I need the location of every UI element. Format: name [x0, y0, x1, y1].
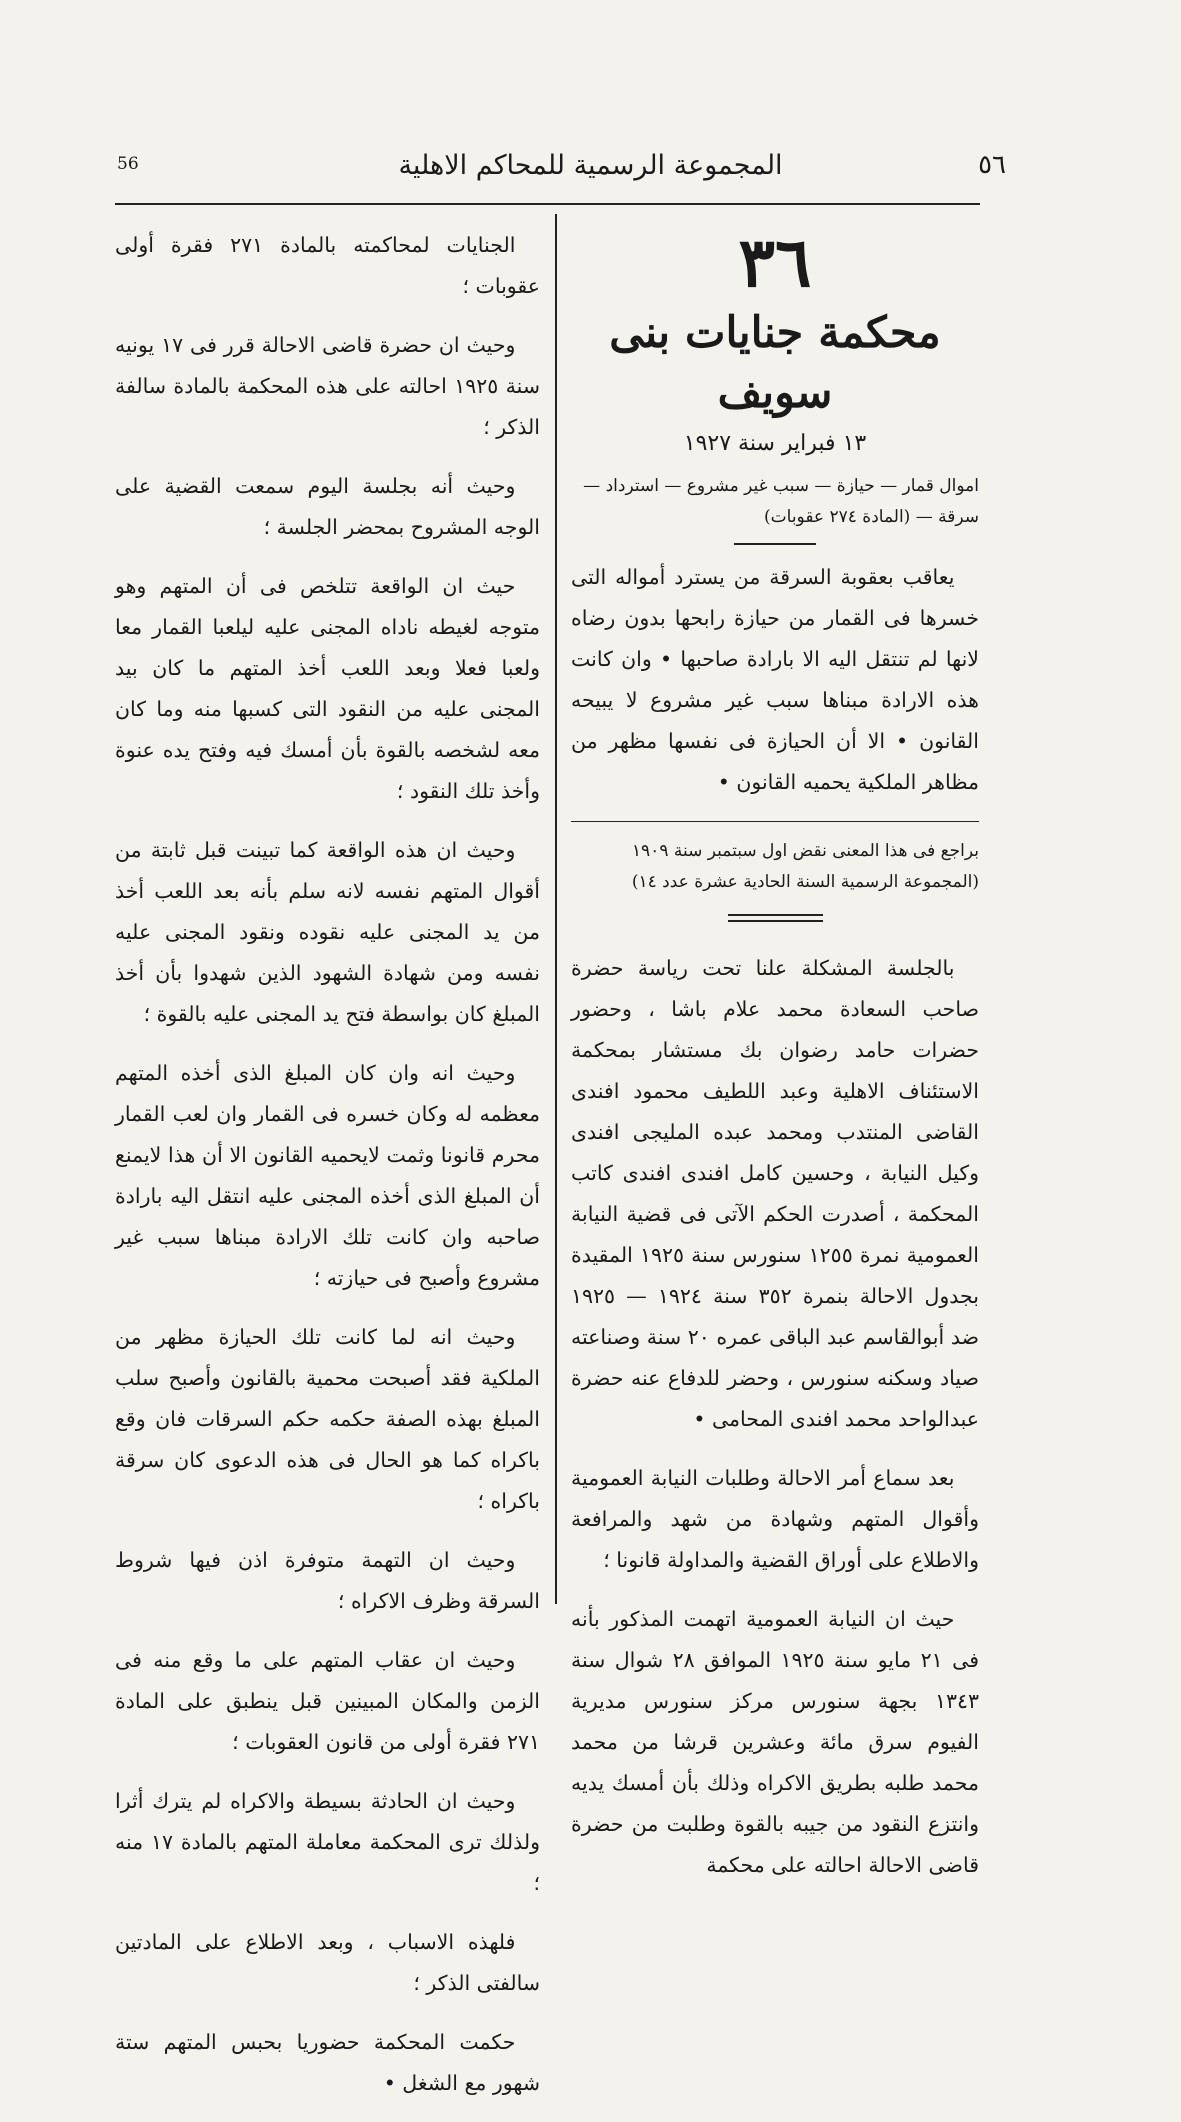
paragraph: وحيث انه وان كان المبلغ الذى أخذه المتهم معظمه له وكان خسره فى القمار وان لعب القمار محرم قانونا وثمت لايحميه القانون الا أن هذا لايمنع أن المبلغ الذى أخذه المجنى عليه انتقل اليه بارادة صاحبه وان كانت تلك الارادة مبناها سبب غير مشروع وأصبح فى حيازته ؛: [115, 1061, 540, 1290]
keywords: اموال قمار — حيازة — سبب غير مشروع — استرداد — سرقة — (المادة ٢٧٤ عقوبات): [583, 476, 979, 527]
paragraph: وحيث ان هذه الواقعة كما تبينت قبل ثابتة من أقوال المتهم نفسه لانه سلم بأنه بعد اللعب أخذ من يد المجنى عليه نقوده ونقود المجنى عليه نفسه ومن شهادة الشهود الذين شهدوا بأن أخذ المبلغ كان بواسطة فتح يد المجنى عليه بالقوة ؛: [115, 838, 540, 1026]
header-rule: [115, 203, 980, 205]
running-title: المجموعة الرسمية للمحاكم الاهلية: [398, 150, 783, 181]
page-number-arabic: ٥٦: [978, 150, 1006, 180]
paragraph: وحيث ان عقاب المتهم على ما وقع منه فى الزمن والمكان المبينين قبل ينطبق على المادة ٢٧١ فقرة أولى من قانون العقوبات ؛: [115, 1648, 540, 1754]
case-number: ٣٦: [738, 223, 812, 303]
reference-note: براجع فى هذا المعنى نقض اول سبتمبر سنة ١٩٠٩ (المجموعة الرسمية السنة الحادية عشرة عدد ١٤): [631, 841, 979, 892]
paragraph: وحيث انه لما كانت تلك الحيازة مظهر من الملكية فقد أصبحت محمية بالقانون وأصبح سلب المبلغ بهذه الصفة حكمه حكم السرقات فان وقع باكراه كما هو الحال فى هذه الدعوى كان سرقة باكراه ؛: [115, 1325, 540, 1513]
short-divider: [734, 543, 816, 545]
paragraph: حيث ان النيابة العمومية اتهمت المذكور بأنه فى ٢١ مايو سنة ١٩٢٥ الموافق ٢٨ شوال سنة ١٣٤٣ بجهة سنورس مركز سنورس مديرية الفيوم سرق مائة وعشرين قرشا من محمد محمد طلبه بطريق الاكراه وذلك بأن أمسك يديه وانتزع النقود من جيبه بالقوة وطلبت من حضرة قاضى الاحالة احالته على محكمة: [571, 1607, 980, 1877]
paragraph: حكمت المحكمة حضوريا بحبس المتهم ستة شهور مع الشغل •: [115, 2030, 540, 2095]
court-name: محكمة جنايات بنى سويف: [609, 308, 941, 418]
case-date: ١٣ فبراير سنة ١٩٢٧: [683, 431, 867, 456]
paragraph: وحيث ان الحادثة بسيطة والاكراه لم يترك أثرا ولذلك ترى المحكمة معاملة المتهم بالمادة ١٧ منه ؛: [115, 1789, 540, 1895]
right-column: [571, 225, 979, 1904]
paragraph: بالجلسة المشكلة علنا تحت رياسة حضرة صاحب السعادة محمد علام باشا ، وحضور حضرات حامد رضوان بك مستشار بمحكمة الاستئناف الاهلية وعبد اللطيف محمود افندى القاضى المنتدب ومحمد عبده المليجى افندى وكيل النيابة ، وحسين كامل افندى افندى كاتب المحكمة ، أصدرت الحكم الآتى فى قضية النيابة العمومية نمرة ١٢٥٥ سنورس سنة ١٩٢٥ المقيدة بجدول الاحالة بنمرة ٣٥٢ سنة ١٩٢٤ — ١٩٢٥ ضد أبوالقاسم عبد الباقى عمره ٢٠ سنة وصناعته صياد وسكنه سنورس ، وحضر للدفاع عنه حضرة عبدالواحد محمد افندى المحامى •: [571, 956, 979, 1431]
headnote: يعاقب بعقوبة السرقة من يسترد أمواله التى خسرها فى القمار من حيازة رابحها بدون رضاه لانها لم تنتقل اليه الا بارادة صاحبها • وان كانت هذه الارادة مبناها سبب غير مشروع لا يبيحه القانون • الا أن الحيازة فى نفسها مظهر من مظاهر الملكية يحميه القانون •: [571, 565, 979, 794]
paragraph: وحيث ان التهمة متوفرة اذن فيها شروط السرقة وظرف الاكراه ؛: [115, 1548, 540, 1613]
wide-divider: [571, 821, 979, 822]
paragraph: الجنايات لمحاكمته بالمادة ٢٧١ فقرة أولى عقوبات ؛: [115, 233, 540, 298]
paragraph: فلهذه الاسباب ، وبعد الاطلاع على المادتين سالفتى الذكر ؛: [115, 1930, 540, 1995]
paragraph: بعد سماع أمر الاحالة وطلبات النيابة العمومية وأقوال المتهم وشهادة من شهد والمرافعة والاطلاع على أوراق القضية والمداولة قانونا ؛: [571, 1466, 979, 1572]
left-column: [115, 225, 540, 2122]
paragraph: وحيث ان حضرة قاضى الاحالة قرر فى ١٧ يونيه سنة ١٩٢٥ احالته على هذه المحكمة بالمادة سالفة الذكر ؛: [115, 333, 540, 439]
column-divider: [555, 214, 557, 1604]
page-number-latin: 56: [117, 154, 139, 174]
paragraph: وحيث أنه بجلسة اليوم سمعت القضية على الوجه المشروح بمحضر الجلسة ؛: [115, 474, 540, 539]
double-divider: [728, 914, 823, 922]
paragraph: حيث ان الواقعة تتلخص فى أن المتهم وهو متوجه لغيطه ناداه المجنى عليه ليلعبا القمار معا ولعبا فعلا وبعد اللعب أخذ المتهم ما كان بيد المجنى عليه من النقود التى كسبها منه وما كان معه لشخصه بالقوة بأن أمسك فيه وفتح يده عنوة وأخذ تلك النقود ؛: [115, 574, 540, 803]
